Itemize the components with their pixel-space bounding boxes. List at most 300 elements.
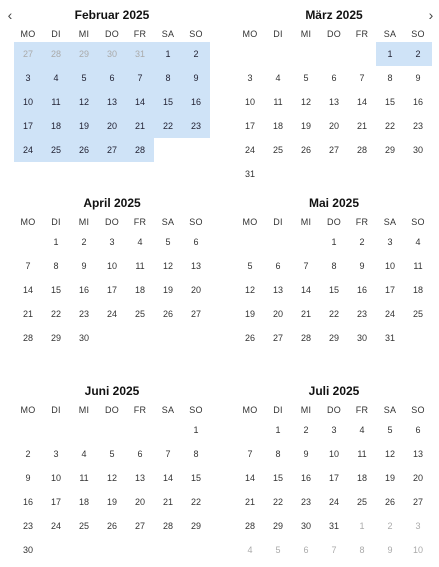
day-cell[interactable]: 11 [273,97,283,107]
week-row [14,278,210,302]
day-cell[interactable]: 1 [154,42,182,66]
empty-day-cell [154,326,182,350]
day-cell[interactable]: 3 [53,449,59,459]
day-cell[interactable]: 18 [42,114,70,138]
weekday-label: MI [78,405,90,415]
weekday-label: MI [300,405,312,415]
weekday-label: SA [383,405,397,415]
day-cell[interactable]: 14 [356,97,367,107]
day-cell[interactable]: 2 [182,42,210,66]
day-cell[interactable]: 16 [356,285,367,295]
day-cell[interactable]: 10 [412,545,423,555]
weekday-label: FR [133,29,147,39]
day-cell[interactable]: 29 [70,42,98,66]
day-cell[interactable]: 26 [384,497,395,507]
empty-day-cell [348,42,376,66]
day-cell[interactable]: 6 [415,425,421,435]
day-cell[interactable]: 12 [244,285,255,295]
day-cell[interactable]: 31 [328,521,339,531]
week-row [14,326,210,350]
week-row [236,418,432,442]
weekday-label: FR [355,29,369,39]
day-cell[interactable]: 30 [78,333,89,343]
weekday-label: MO [242,405,258,415]
day-cell[interactable]: 8 [275,449,281,459]
day-cell[interactable]: 21 [162,497,173,507]
week-row [236,490,432,514]
day-cell[interactable]: 2 [303,425,309,435]
day-cell[interactable]: 5 [275,545,281,555]
day-cell[interactable]: 29 [272,521,283,531]
weekday-label: DI [51,217,61,227]
day-cell[interactable]: 16 [78,285,89,295]
day-cell[interactable]: 27 [190,309,201,319]
day-cell[interactable]: 27 [134,521,145,531]
day-cell[interactable]: 15 [154,90,182,114]
day-cell[interactable]: 6 [98,66,126,90]
day-cell[interactable]: 28 [244,521,255,531]
day-cell[interactable]: 13 [272,285,283,295]
day-cell[interactable]: 29 [50,333,61,343]
day-cell[interactable]: 12 [384,449,395,459]
empty-day-cell [404,326,432,350]
day-cell[interactable]: 18 [356,473,367,483]
empty-day-cell [98,418,126,442]
day-cell[interactable]: 21 [300,309,311,319]
day-cell[interactable]: 20 [412,473,423,483]
day-cell[interactable]: 4 [359,425,365,435]
day-cell[interactable]: 9 [359,261,365,271]
week-row [14,230,210,254]
day-cell[interactable]: 7 [247,449,253,459]
day-cell[interactable]: 12 [162,261,173,271]
day-cell[interactable]: 23 [78,309,89,319]
chevron-left-icon: ‹ [7,7,13,23]
week-row [236,230,432,254]
day-cell[interactable]: 19 [384,473,395,483]
empty-day-cell [126,326,154,350]
weekday-label: FR [355,217,369,227]
weekday-label: MI [300,29,312,39]
day-cell[interactable]: 14 [126,90,154,114]
day-cell[interactable]: 12 [300,97,311,107]
day-cell[interactable]: 18 [78,497,89,507]
weekday-label: DO [105,29,119,39]
month-calendar [236,382,432,562]
weekday-label: SO [411,217,425,227]
day-cell[interactable]: 8 [154,66,182,90]
day-cell[interactable]: 23 [356,309,367,319]
week-row [236,254,432,278]
day-cell[interactable]: 13 [134,473,145,483]
day-cell[interactable]: 29 [384,145,395,155]
day-cell[interactable]: 26 [70,138,98,162]
day-cell[interactable]: 10 [106,261,117,271]
day-cell[interactable]: 26 [162,309,173,319]
empty-day-cell [264,42,292,66]
week-row [14,418,210,442]
day-cell[interactable]: 20 [190,285,201,295]
week-row [14,138,210,162]
day-cell[interactable]: 4 [137,237,143,247]
weekday-label: DI [273,405,283,415]
day-cell[interactable]: 3 [14,66,42,90]
day-cell[interactable]: 25 [272,145,283,155]
weekday-label: DI [51,405,61,415]
empty-day-cell [98,326,126,350]
day-cell[interactable]: 16 [412,97,423,107]
day-cell[interactable]: 6 [275,261,281,271]
month-calendar [14,382,210,562]
week-row [236,162,432,186]
day-cell[interactable]: 10 [50,473,61,483]
day-cell[interactable]: 21 [356,121,367,131]
day-cell[interactable]: 2 [404,42,432,66]
day-cell[interactable]: 9 [303,449,309,459]
day-cell[interactable]: 31 [126,42,154,66]
day-cell[interactable]: 24 [384,309,395,319]
day-cell[interactable]: 17 [384,285,395,295]
day-cell[interactable]: 9 [81,261,87,271]
day-cell[interactable]: 15 [50,285,61,295]
day-cell[interactable]: 25 [134,309,145,319]
empty-day-cell [236,230,264,254]
empty-day-cell [42,538,70,562]
day-cell[interactable]: 27 [328,145,339,155]
day-cell[interactable]: 5 [109,449,115,459]
day-cell[interactable]: 11 [79,473,89,483]
week-row [236,138,432,162]
day-cell[interactable]: 7 [25,261,31,271]
month-calendar [236,6,432,186]
weekday-label: SO [189,217,203,227]
weekday-label: FR [355,405,369,415]
day-cell[interactable]: 4 [42,66,70,90]
weekday-label: FR [133,217,147,227]
week-row [236,326,432,350]
day-cell[interactable]: 3 [387,237,393,247]
week-row [236,66,432,90]
day-cell[interactable]: 22 [328,309,339,319]
day-cell[interactable]: 24 [106,309,117,319]
day-cell[interactable]: 14 [244,473,255,483]
day-cell[interactable]: 28 [126,138,154,162]
day-cell[interactable]: 9 [182,66,210,90]
day-cell[interactable]: 5 [247,261,253,271]
day-cell[interactable]: 11 [135,261,145,271]
weekday-label: MO [20,405,36,415]
day-cell[interactable]: 6 [137,449,143,459]
day-cell[interactable]: 11 [42,90,70,114]
empty-day-cell [292,42,320,66]
empty-day-cell [264,230,292,254]
day-cell[interactable]: 28 [300,333,311,343]
day-cell[interactable]: 31 [244,169,255,179]
day-cell[interactable]: 27 [412,497,423,507]
day-cell[interactable]: 28 [42,42,70,66]
day-cell[interactable]: 17 [328,473,339,483]
day-cell[interactable]: 2 [81,237,87,247]
weekday-label: MI [78,217,90,227]
day-cell[interactable]: 27 [98,138,126,162]
month-title: Mai 2025 [308,196,360,210]
day-cell[interactable]: 1 [53,237,59,247]
day-cell[interactable]: 5 [70,66,98,90]
day-cell[interactable]: 16 [300,473,311,483]
weekday-label: DO [105,217,119,227]
empty-day-cell [126,538,154,562]
day-cell[interactable]: 27 [14,42,42,66]
day-cell[interactable]: 19 [70,114,98,138]
day-cell[interactable]: 30 [98,42,126,66]
day-cell[interactable]: 30 [356,333,367,343]
day-cell[interactable]: 10 [14,90,42,114]
day-cell[interactable]: 22 [154,114,182,138]
weekday-header [14,402,210,418]
day-cell[interactable]: 22 [272,497,283,507]
day-cell[interactable]: 7 [303,261,309,271]
day-cell[interactable]: 19 [300,121,311,131]
empty-day-cell [348,162,376,186]
empty-day-cell [70,538,98,562]
weekday-label: DI [51,29,61,39]
weekday-header [14,26,210,42]
day-cell[interactable]: 2 [359,237,365,247]
weekday-label: SO [411,405,425,415]
day-cell[interactable]: 18 [412,285,423,295]
day-cell[interactable]: 22 [190,497,201,507]
day-cell[interactable]: 12 [106,473,117,483]
day-cell[interactable]: 1 [193,425,199,435]
day-cell[interactable]: 4 [81,449,87,459]
day-cell[interactable]: 18 [134,285,145,295]
weekday-label: SA [383,217,397,227]
empty-day-cell [264,162,292,186]
day-cell[interactable]: 11 [413,261,423,271]
day-cell[interactable]: 15 [272,473,283,483]
day-cell[interactable]: 1 [359,521,365,531]
day-cell[interactable]: 6 [331,73,337,83]
day-cell[interactable]: 21 [126,114,154,138]
week-row [14,466,210,490]
day-cell[interactable]: 20 [134,497,145,507]
day-cell[interactable]: 5 [303,73,309,83]
empty-day-cell [154,538,182,562]
day-cell[interactable]: 26 [300,145,311,155]
day-cell[interactable]: 20 [98,114,126,138]
day-cell[interactable]: 16 [22,497,33,507]
day-cell[interactable]: 20 [328,121,339,131]
empty-day-cell [292,162,320,186]
day-cell[interactable]: 21 [244,497,255,507]
empty-day-cell [14,230,42,254]
day-cell[interactable]: 23 [22,521,33,531]
day-cell[interactable]: 15 [328,285,339,295]
day-cell[interactable]: 30 [300,521,311,531]
empty-day-cell [236,42,264,66]
day-cell[interactable]: 17 [50,497,61,507]
day-cell[interactable]: 8 [331,261,337,271]
day-cell[interactable]: 24 [50,521,61,531]
day-cell[interactable]: 7 [359,73,365,83]
day-cell[interactable]: 6 [193,237,199,247]
day-cell[interactable]: 12 [70,90,98,114]
day-cell[interactable]: 23 [300,497,311,507]
day-cell[interactable]: 27 [272,333,283,343]
week-row [236,278,432,302]
day-cell[interactable]: 19 [106,497,117,507]
week-row [236,302,432,326]
weekday-label: DI [273,217,283,227]
day-cell[interactable]: 1 [331,237,337,247]
weekday-label: MO [20,217,36,227]
day-cell[interactable]: 7 [165,449,171,459]
day-cell[interactable]: 2 [25,449,31,459]
day-cell[interactable]: 28 [162,521,173,531]
day-cell[interactable]: 20 [272,309,283,319]
day-cell[interactable]: 22 [384,121,395,131]
day-cell[interactable]: 4 [415,237,421,247]
weekday-label: SA [161,217,175,227]
weekday-label: MO [242,217,258,227]
weekday-header [236,402,432,418]
week-row [14,254,210,278]
week-row [236,442,432,466]
weekday-label: FR [133,405,147,415]
empty-day-cell [182,538,210,562]
month-title: Juli 2025 [308,384,360,398]
day-cell[interactable]: 17 [14,114,42,138]
day-cell[interactable]: 8 [193,449,199,459]
day-cell[interactable]: 10 [244,97,255,107]
weekday-label: DO [105,405,119,415]
empty-day-cell [236,418,264,442]
day-cell[interactable]: 8 [387,73,393,83]
week-row [236,514,432,538]
weekday-header [236,26,432,42]
day-cell[interactable]: 23 [412,121,423,131]
week-row [14,490,210,514]
day-cell[interactable]: 13 [328,97,339,107]
day-cell[interactable]: 30 [22,545,33,555]
day-cell[interactable]: 24 [328,497,339,507]
day-cell[interactable]: 5 [165,237,171,247]
weekday-label: SA [383,29,397,39]
day-cell[interactable]: 24 [244,145,255,155]
month-calendar [236,194,432,350]
day-cell[interactable]: 11 [357,449,367,459]
day-cell[interactable]: 24 [14,138,42,162]
day-cell[interactable]: 21 [22,309,33,319]
day-cell[interactable]: 18 [272,121,283,131]
day-cell[interactable]: 22 [50,309,61,319]
day-cell[interactable]: 30 [412,145,423,155]
day-cell[interactable]: 25 [412,309,423,319]
day-cell[interactable]: 29 [328,333,339,343]
day-cell[interactable]: 17 [244,121,255,131]
day-cell[interactable]: 28 [356,145,367,155]
empty-day-cell [154,138,182,162]
week-row [236,42,432,66]
day-cell[interactable]: 25 [356,497,367,507]
day-cell[interactable]: 2 [387,521,393,531]
day-cell[interactable]: 1 [275,425,281,435]
day-cell[interactable]: 3 [415,521,421,531]
day-cell[interactable]: 15 [190,473,201,483]
weekday-header [14,214,210,230]
day-cell[interactable]: 7 [126,66,154,90]
month-calendar [14,194,210,350]
day-cell[interactable]: 9 [25,473,31,483]
day-cell[interactable]: 9 [415,73,421,83]
day-cell[interactable]: 13 [412,449,423,459]
week-row [14,90,210,114]
empty-day-cell [126,418,154,442]
day-cell[interactable]: 25 [78,521,89,531]
day-cell[interactable]: 31 [384,333,395,343]
day-cell[interactable]: 13 [98,90,126,114]
week-row [14,42,210,66]
empty-day-cell [292,230,320,254]
day-cell[interactable]: 26 [106,521,117,531]
day-cell[interactable]: 6 [303,545,309,555]
weekday-header [236,214,432,230]
day-cell[interactable]: 15 [384,97,395,107]
week-row [14,66,210,90]
empty-day-cell [320,162,348,186]
day-cell[interactable]: 10 [328,449,339,459]
day-cell[interactable]: 4 [275,73,281,83]
weekday-label: DO [327,405,341,415]
day-cell[interactable]: 16 [182,90,210,114]
day-cell[interactable]: 9 [387,545,393,555]
day-cell[interactable]: 25 [42,138,70,162]
empty-day-cell [320,42,348,66]
day-cell[interactable]: 17 [106,285,117,295]
day-cell[interactable]: 4 [247,545,253,555]
weekday-label: SO [189,405,203,415]
week-row [236,114,432,138]
day-cell[interactable]: 14 [300,285,311,295]
day-cell[interactable]: 19 [244,309,255,319]
day-cell[interactable]: 8 [359,545,365,555]
day-cell[interactable]: 13 [190,261,201,271]
day-cell[interactable]: 10 [384,261,395,271]
day-cell[interactable]: 28 [22,333,33,343]
day-cell[interactable]: 14 [162,473,173,483]
month-title: Februar 2025 [74,8,150,22]
day-cell[interactable]: 14 [22,285,33,295]
day-cell[interactable]: 7 [331,545,337,555]
week-row [14,538,210,562]
day-cell[interactable]: 19 [162,285,173,295]
day-cell[interactable]: 3 [247,73,253,83]
day-cell[interactable]: 3 [109,237,115,247]
day-cell[interactable]: 8 [53,261,59,271]
weekday-label: MI [78,29,90,39]
weekday-label: DO [327,29,341,39]
weekday-label: SA [161,29,175,39]
day-cell[interactable]: 1 [376,42,404,66]
empty-day-cell [182,326,210,350]
day-cell[interactable]: 23 [182,114,210,138]
week-row [14,302,210,326]
day-cell[interactable]: 3 [331,425,337,435]
day-cell[interactable]: 29 [190,521,201,531]
empty-day-cell [154,418,182,442]
day-cell[interactable]: 26 [244,333,255,343]
day-cell[interactable]: 5 [387,425,393,435]
